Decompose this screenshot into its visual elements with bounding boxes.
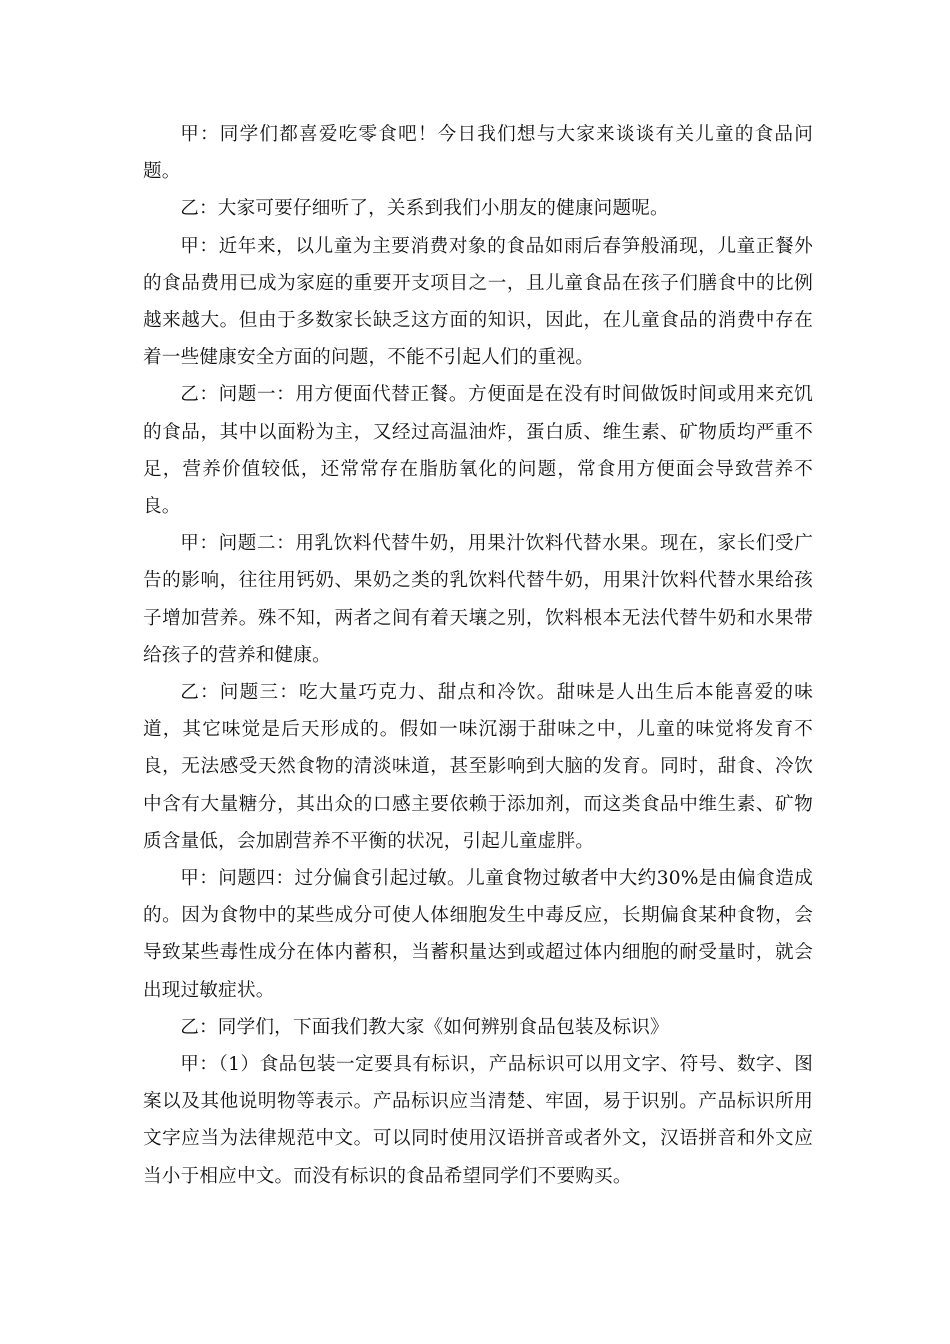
- document-page: [143, 116, 813, 1195]
- paragraph-problem-one: 乙：问题一：用方便面代替正餐。方便面是在没有时间做饭时间或用来充饥的食品，其中以面粉为主，又经过高温油炸，蛋白质、维生素、矿物质均严重不足，营养价值较低，还常常存在脂肪氧化的问题，常食用方便面会导致营养不良。: [143, 384, 813, 518]
- paragraph-problem-two: 甲：问题二：用乳饮料代替牛奶，用果汁饮料代替水果。现在，家长们受广告的影响，往往用钙奶、果奶之类的乳饮料代替牛奶，用果汁饮料代替水果给孩子增加营养。殊不知，两者之间有着天壤之别，饮料根本无法代替牛奶和水果带给孩子的营养和健康。: [143, 533, 813, 666]
- paragraph-background: 甲：近年来，以儿童为主要消费对象的食品如雨后春笋般涌现，儿童正餐外的食品费用已成为家庭的重要开支项目之一，且儿童食品在孩子们膳食中的比例越来越大。但由于多数家长缺乏这方面的知识，因此，在儿童食品的消费中存在着一些健康安全方面的问题，不能不引起人们的重视。: [143, 235, 813, 369]
- paragraph-problem-three: 乙：问题三：吃大量巧克力、甜点和冷饮。甜味是人出生后本能喜爱的味道，其它味觉是后天形成的。假如一味沉溺于甜味之中，儿童的味觉将发育不良，无法感受天然食物的清淡味道，甚至影响到大脑的发育。同时，甜食、冷饮中含有大量糖分，其出众的口感主要依赖于添加剂，而这类食品中维生素、矿物质含量低，会加剧营养不平衡的状况，引起儿童虚胖。: [143, 682, 813, 852]
- paragraph-reply: 乙：大家可要仔细听了，关系到我们小朋友的健康问题呢。: [180, 198, 669, 220]
- paragraph-intro: 甲：同学们都喜爱吃零食吧！今日我们想与大家来谈谈有关儿童的食品问题。: [143, 124, 813, 183]
- paragraph-packaging-label: 甲：（1）食品包装一定要具有标识，产品标识可以用文字、符号、数字、图案以及其他说明物等表示。产品标识应当清楚、牢固，易于识别。产品标识所用文字应当为法律规范中文。可以同时使用汉语拼音或者外文，汉语拼音和外文应当小于相应中文。而没有标识的食品希望同学们不要购买。: [143, 1054, 813, 1187]
- paragraph-problem-four: 甲：问题四：过分偏食引起过敏。儿童食物过敏者中大约30%是由偏食造成的。因为食物中的某些成分可使人体细胞发生中毒反应，长期偏食某种食物，会导致某些毒性成分在体内蓄积，当蓄积量达到或超过体内细胞的耐受量时，就会出现过敏症状。: [143, 868, 813, 1001]
- paragraph-transition: 乙：同学们，下面我们教大家《如何辨别食品包装及标识》: [180, 1016, 669, 1038]
